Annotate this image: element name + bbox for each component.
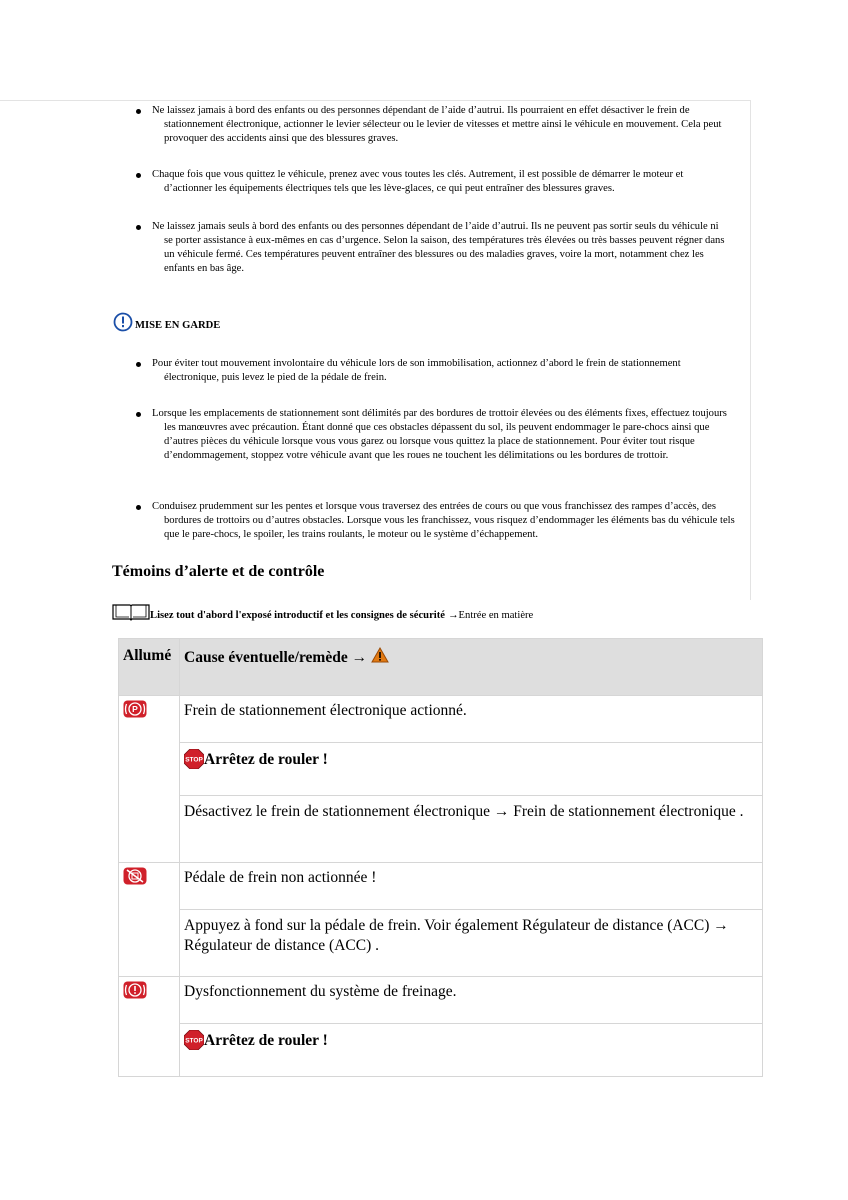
bullet-dot xyxy=(136,109,141,114)
svg-text:P: P xyxy=(132,704,138,715)
icon-cell xyxy=(119,863,180,977)
brake-system-warning-icon xyxy=(123,981,147,999)
info-circle-icon xyxy=(112,312,134,332)
col-header-cause-text: Cause éventuelle/remède → xyxy=(184,649,368,666)
bullet-dot xyxy=(136,173,141,178)
bullet-text: Ne laissez jamais seuls à bord des enfants ou des personnes dépendant de l’aide d’autrui. Ils ne peuvent pas sortir seuls du véhicule ni se porter assistance à eux-mêmes en cas d’urgence. Selon la saison, des températures très élevées ou très basses peuvent régner dans un véhicule fermé. Ces températures peuvent entraîner des blessures ou des maladies graves, voire la mort, notamment chez les enfants en bas âge. xyxy=(152,221,725,274)
bullet-text: Lorsque les emplacements de stationnement sont délimités par des bordures de trottoir élevées ou des éléments fixes, effectuez toujours les manœuvres avec précaution. Étant donné que ces obstacles dépassent du sol, ils peuvent endommager le pare-chocs ainsi que d’autres pièces du véhicule lorsque vous vous garez ou lorsque vous quittez la place de stationnement. Pour éviter tout risque d’endommagement, stoppez votre véhicule avant que les roues ne touchent les délimitations ou les bordures de trottoir. xyxy=(152,408,727,461)
list-item xyxy=(136,500,738,542)
section-title: Témoins d’alerte et de contrôle xyxy=(112,563,325,580)
stop-line xyxy=(184,1030,758,1050)
col-header-lit: Allumé xyxy=(119,639,180,696)
table-row xyxy=(119,910,763,977)
svg-text:STOP: STOP xyxy=(185,1037,203,1045)
stop-text: Arrêtez de rouler ! xyxy=(204,1032,328,1049)
bullet-dot xyxy=(136,225,141,230)
cause-cell: Pédale de frein non actionnée ! xyxy=(180,863,763,910)
brake-pedal-warning-icon xyxy=(123,867,147,885)
warning-triangle-icon xyxy=(371,647,389,663)
readme-link[interactable]: →Entrée en matière xyxy=(447,610,534,621)
cause-cell: Désactivez le frein de stationnement électronique → Frein de stationnement électronique . xyxy=(180,796,763,863)
cause-cell: Dysfonctionnement du système de freinage. xyxy=(180,977,763,1024)
bullet-text: Chaque fois que vous quittez le véhicule, prenez avec vous toutes les clés. Autrement, il est possible de démarrer le moteur et d’actionner les équipements électriques tels que les lève-glaces, ce qui peut entraîner des blessures graves. xyxy=(152,169,684,194)
table-row xyxy=(119,743,763,796)
table-row xyxy=(119,1024,763,1077)
parking-brake-warning-icon xyxy=(123,700,147,718)
bullet-dot xyxy=(136,362,141,367)
cause-cell: Appuyez à fond sur la pédale de frein. Voir également Régulateur de distance (ACC) → Régulateur de distance (ACC) . xyxy=(180,910,763,977)
bullet-dot xyxy=(136,505,141,510)
stop-sign-icon xyxy=(184,1030,204,1050)
list-item xyxy=(136,407,736,463)
cause-cell: Frein de stationnement électronique actionné. xyxy=(180,696,763,743)
icon-cell xyxy=(119,696,180,863)
warning-lights-table xyxy=(118,638,763,1077)
table-row xyxy=(119,977,763,1024)
table-row xyxy=(119,863,763,910)
list-item xyxy=(136,357,730,385)
table-row xyxy=(119,796,763,863)
book-icon xyxy=(112,603,150,621)
bullet-dot xyxy=(136,412,141,417)
readme-text: Lisez tout d'abord l'exposé introductif et les consignes de sécurité xyxy=(150,610,445,621)
stop-text: Arrêtez de rouler ! xyxy=(204,751,328,768)
list-item xyxy=(136,104,730,146)
right-divider xyxy=(750,100,751,600)
bullet-text: Pour éviter tout mouvement involontaire du véhicule lors de son immobilisation, actionnez d’abord le frein de stationnement électronique, puis levez le pied de la pédale de frein. xyxy=(152,358,681,383)
col-header-cause xyxy=(180,639,763,696)
icon-cell xyxy=(119,977,180,1077)
bullet-text: Ne laissez jamais à bord des enfants ou des personnes dépendant de l’aide d’autrui. Ils pourraient en effet désactiver le frein de stationnement électronique, actionner le levier sélecteur ou le levier de vitesses et mettre ainsi le véhicule en mouvement. Cela peut provoquer des accidents ainsi que des blessures graves. xyxy=(152,105,722,144)
table-row xyxy=(119,696,763,743)
stop-line xyxy=(184,749,758,769)
top-divider xyxy=(0,100,750,101)
list-item xyxy=(136,220,730,276)
caution-heading-text: MISE EN GARDE xyxy=(135,320,221,331)
readme-line xyxy=(112,603,533,621)
cause-cell xyxy=(180,743,763,796)
caution-heading xyxy=(112,312,220,332)
cause-cell xyxy=(180,1024,763,1077)
svg-text:STOP: STOP xyxy=(185,756,203,764)
list-item xyxy=(136,168,730,196)
bullet-text: Conduisez prudemment sur les pentes et lorsque vous traversez des entrées de cours ou que vous franchissez des rampes d’accès, des bordures de trottoirs ou d’autres obstacles. Lorsque vous les franchissez, vous risquez d’endommager les éléments bas du véhicule tels que le pare-chocs, le spoiler, les trains roulants, le moteur ou le système d’échappement. xyxy=(152,501,735,540)
table-header-row xyxy=(119,639,763,696)
stop-sign-icon xyxy=(184,749,204,769)
